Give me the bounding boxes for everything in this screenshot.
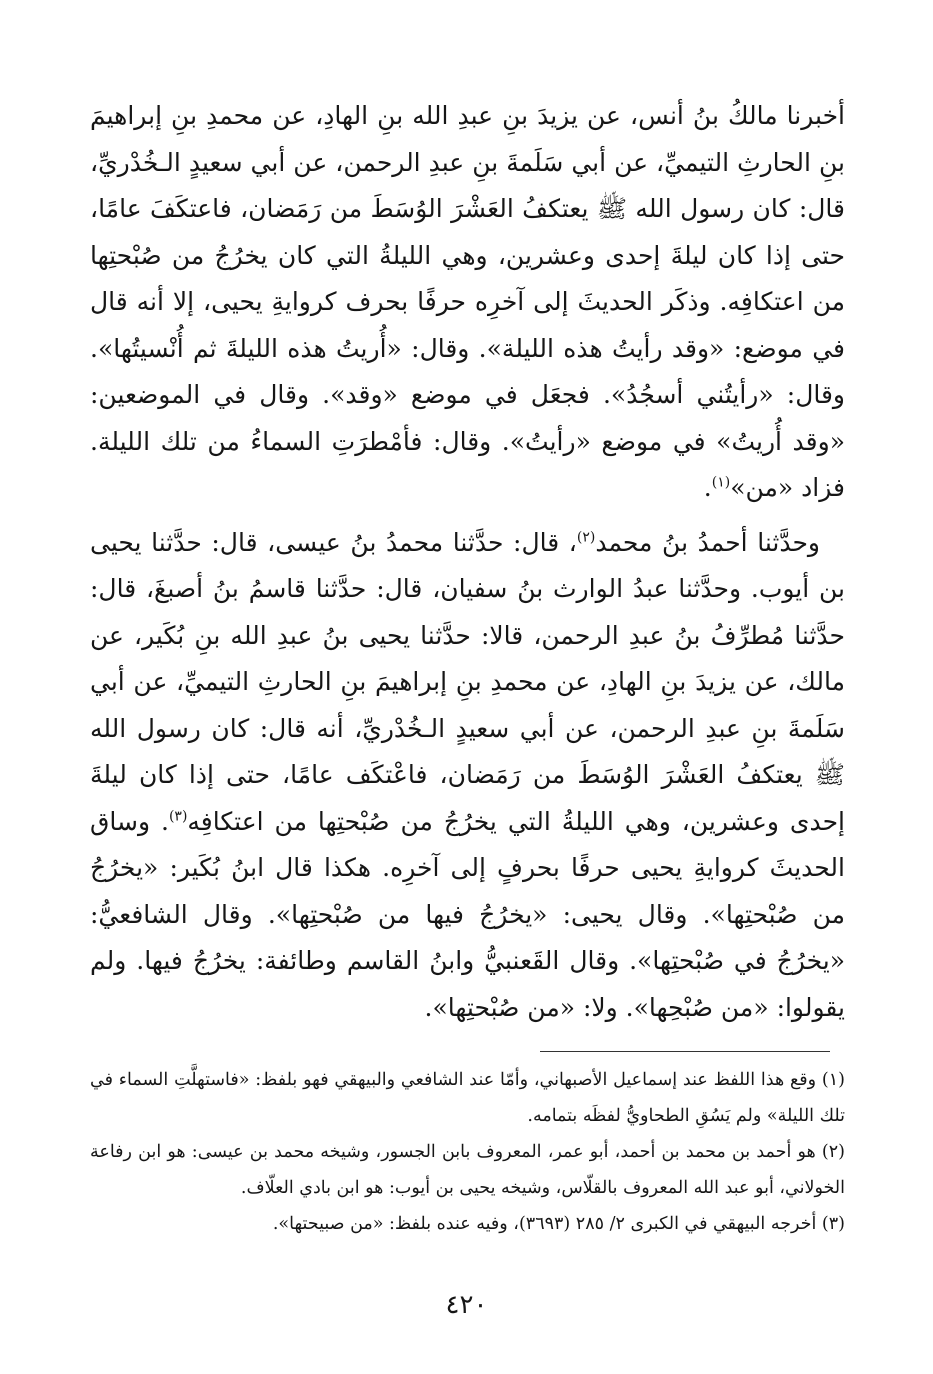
- main-text: [90, 93, 845, 1031]
- page-number: ٤٢٠: [445, 1290, 488, 1320]
- paragraph-1-text: أخبرنا مالكُ بنُ أنس، عن يزيدَ بنِ عبدِ الله بنِ الهادِ، عن محمدِ بنِ إبراهيمَ بنِ الحارثِ التيميِّ، عن أبي سَلَمةَ بنِ عبدِ الرحمن، عن أبي سعيدٍ الـخُدْريِّ، قال: كان رسول الله ﷺ يعتكفُ العَشْرَ الوُسَطَ من رَمَضان، فاعتكَفَ عامًا، حتى إذا كان ليلةَ إحدى وعشرين، وهي الليلةُ التي كان يخرُجُ من صُبْحتِها من اعتكافِه. وذكَر الحديثَ إلى آخرِه حرفًا بحرف كروايةِ يحيى، إلا أنه قال في موضع: «وقد رأيتُ هذه الليلة». وقال: «أُريتُ هذه الليلةَ ثم أُنْسيتُها». وقال: «رأيتُني أسجُدُ». فجعَل في موضع «وقد». وقال في الموضعين: «وقد أُريتُ» في موضع «رأيتُ». وقال: فأمْطرَتِ السماءُ من تلك الليلة. فزاد «من»: [90, 101, 845, 502]
- footnote-ref-1: (١): [711, 474, 731, 491]
- footnote-ref-2: (٢): [576, 529, 596, 546]
- paragraph-2: [90, 520, 845, 1032]
- paragraph-1: أخبرنا مالكُ بنُ أنس، عن يزيدَ بنِ عبدِ الله بنِ الهادِ، عن محمدِ بنِ إبراهيمَ بنِ الحارثِ التيميِّ، عن أبي سَلَمةَ بنِ عبدِ الرحمن، عن أبي سعيدٍ الـخُدْريِّ، قال: كان رسول الله ﷺ يعتكفُ العَشْرَ الوُسَطَ من رَمَضان، فاعتكَفَ عامًا، حتى إذا كان ليلةَ إحدى وعشرين، وهي الليلةُ التي كان يخرُجُ من صُبْحتِها من اعتكافِه. وذكَر الحديثَ إلى آخرِه حرفًا بحرف كروايةِ يحيى، إلا أنه قال في موضع: «وقد رأيتُ هذه الليلة». وقال: «أُريتُ هذه الليلةَ ثم أُنْسيتُها». وقال: «رأيتُني أسجُدُ». فجعَل في موضع «وقد». وقال في الموضعين: «وقد أُريتُ» في موضع «رأيتُ». وقال: فأمْطرَتِ السماءُ من تلك الليلة. فزاد «من»$^{(١)}$.: [90, 101, 845, 502]
- paragraph-2-text-c: . وساق الحديثَ كروايةِ يحيى حرفًا بحرفٍ إلى آخرِه. هكذا قال ابنُ بُكَير: «يخرُجُ من صُبْحتِها». وقال يحيى: «يخرُجُ فيها من صُبْحتِها». وقال الشافعيُّ: «يخرُجُ في صُبْحتِها». وقال القَعنبيُّ وابنُ القاسم وطائفة: يخرُجُ فيها. ولم يقولوا: «من صُبْحِها». ولا: «من صُبْحتِها».: [90, 806, 845, 1022]
- footnote-3: (٣) أخرجه البيهقي في الكبرى ٢/ ٢٨٥ (٣٦٩٣)، وفيه عنده بلفظ: «من صبيحتها».: [272, 1214, 845, 1234]
- footnote-ref-3: (٣): [168, 808, 188, 825]
- paragraph-2-text-b: ، قال: حدَّثنا محمدُ بنُ عيسى، قال: حدَّثنا يحيى بن أيوب. وحدَّثنا عبدُ الوارث بنُ سفيان، قال: حدَّثنا قاسمُ بنُ أصبغَ، قال: حدَّثنا مُطرِّفُ بنُ عبدِ الرحمن، قالا: حدَّثنا يحيى بنُ عبدِ الله بنِ بُكَير، عن مالك، عن يزيدَ بنِ الهادِ، عن محمدِ بنِ إبراهيمَ بنِ الحارثِ التيميِّ، عن أبي سَلَمةَ بنِ عبدِ الرحمن، عن أبي سعيدٍ الـخُدْريِّ، أنه قال: كان رسول الله ﷺ يعتكفُ العَشْرَ الوُسَطَ من رَمَضان، فاعْتكَف عامًا، حتى إذا كان ليلةَ إحدى وعشرين، وهي الليلةُ التي يخرُجُ من صُبْحتِها من اعتكافِه: [90, 527, 845, 836]
- footnotes: [90, 1062, 845, 1242]
- footnote-1: (١) وقع هذا اللفظ عند إسماعيل الأصبهاني، وأمّا عند الشافعي والبيهقي فهو بلفظ: «فاستهلَّتِ السماء في تلك الليلة» ولم يَسُقِ الطحاويُّ لفظَه بتمامه.: [90, 1070, 845, 1126]
- paragraph-2-text-a: وحدَّثنا أحمدُ بنُ محمد: [595, 527, 820, 557]
- footnote-divider: [540, 1051, 830, 1052]
- footnote-2: (٢) هو أحمد بن محمد بن أحمد، أبو عمر، المعروف بابن الجسور، وشيخه محمد بن عيسى: هو ابن رفاعة الخولاني، أبو عبد الله المعروف بالقلّاس، وشيخه يحيى بن أيوب: هو ابن بادي العلّاف.: [90, 1142, 845, 1198]
